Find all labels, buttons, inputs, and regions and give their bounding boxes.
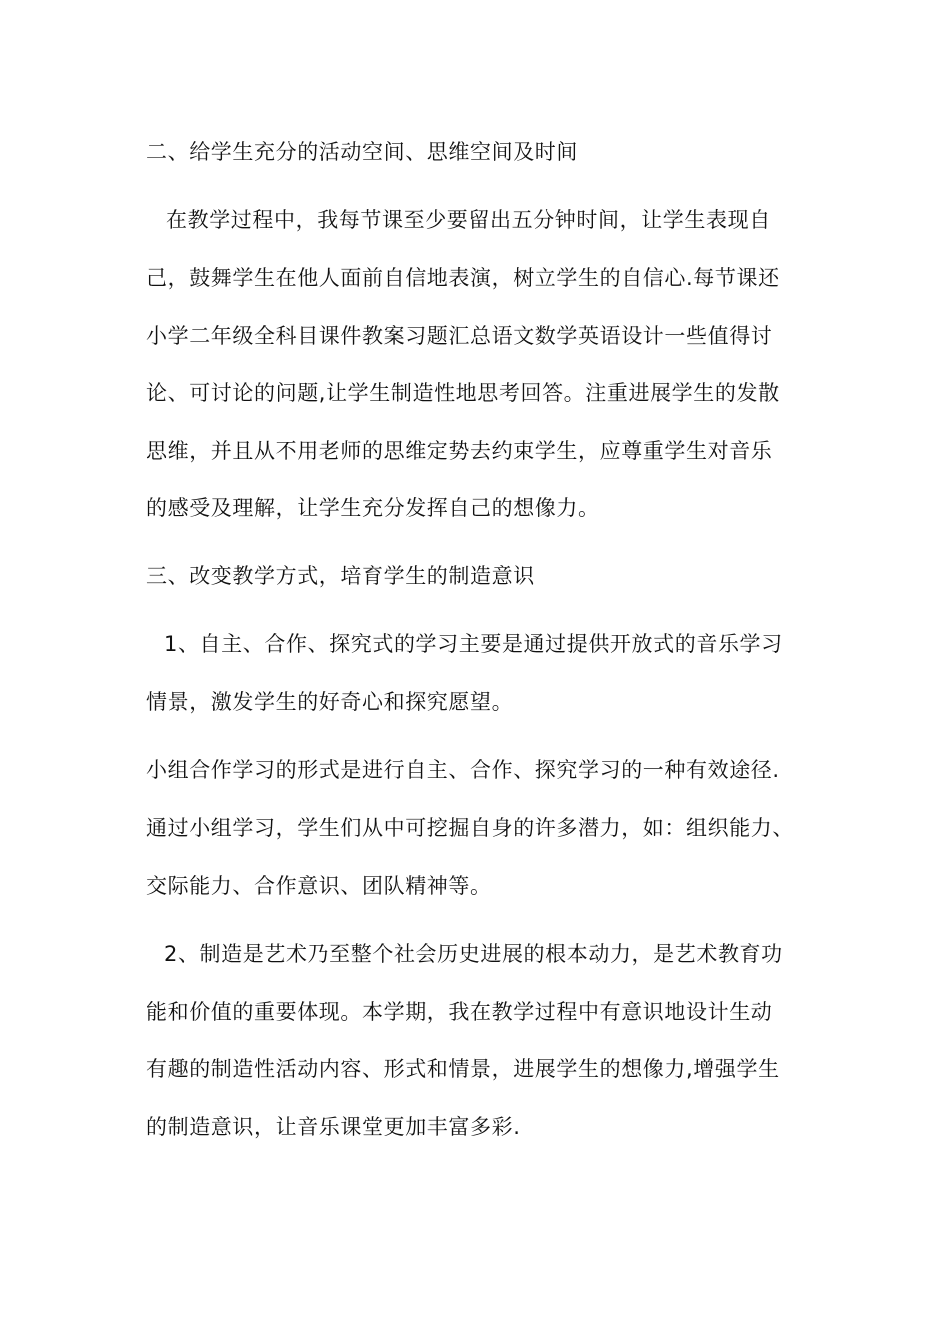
paragraph-line: 在教学过程中，我每节课至少要留出五分钟时间，让学生表现自 xyxy=(166,208,771,232)
section-heading-3: 三、改变教学方式，培育学生的制造意识 xyxy=(146,564,535,588)
paragraph-line: 的制造意识，让音乐课堂更加丰富多彩. xyxy=(146,1115,521,1139)
paragraph-line: 己，鼓舞学生在他人面前自信地表演，树立学生的自信心.每节课还 xyxy=(146,266,780,290)
paragraph-line: 思维，并且从不用老师的思维定势去约束学生，应尊重学生对音乐 xyxy=(146,439,773,463)
paragraph-line: 有趣的制造性活动内容、形式和情景，进展学生的想像力,增强学生 xyxy=(146,1057,780,1081)
section-heading-2: 二、给学生充分的活动空间、思维空间及时间 xyxy=(146,140,578,164)
paragraph-line: 小组合作学习的形式是进行自主、合作、探究学习的一种有效途径. xyxy=(146,758,780,782)
paragraph-line: 小学二年级全科目课件教案习题汇总语文数学英语设计一些值得讨 xyxy=(146,324,773,348)
paragraph-line: 能和价值的重要体现。本学期，我在教学过程中有意识地设计生动 xyxy=(146,1000,773,1024)
paragraph-line: 通过小组学习，学生们从中可挖掘自身的许多潜力，如：组织能力、 xyxy=(146,816,794,840)
paragraph-line: 情景，激发学生的好奇心和探究愿望。 xyxy=(146,690,514,714)
paragraph-line: 交际能力、合作意识、团队精神等。 xyxy=(146,874,492,898)
paragraph-line: 的感受及理解，让学生充分发挥自己的想像力。 xyxy=(146,496,600,520)
paragraph-line: 论、可讨论的问题,让学生制造性地思考回答。注重进展学生的发散 xyxy=(146,381,780,405)
paragraph-line: 1、自主、合作、探究式的学习主要是通过提供开放式的音乐学习 xyxy=(164,632,783,656)
paragraph-line: 2、制造是艺术乃至整个社会历史进展的根本动力，是艺术教育功 xyxy=(164,942,783,966)
